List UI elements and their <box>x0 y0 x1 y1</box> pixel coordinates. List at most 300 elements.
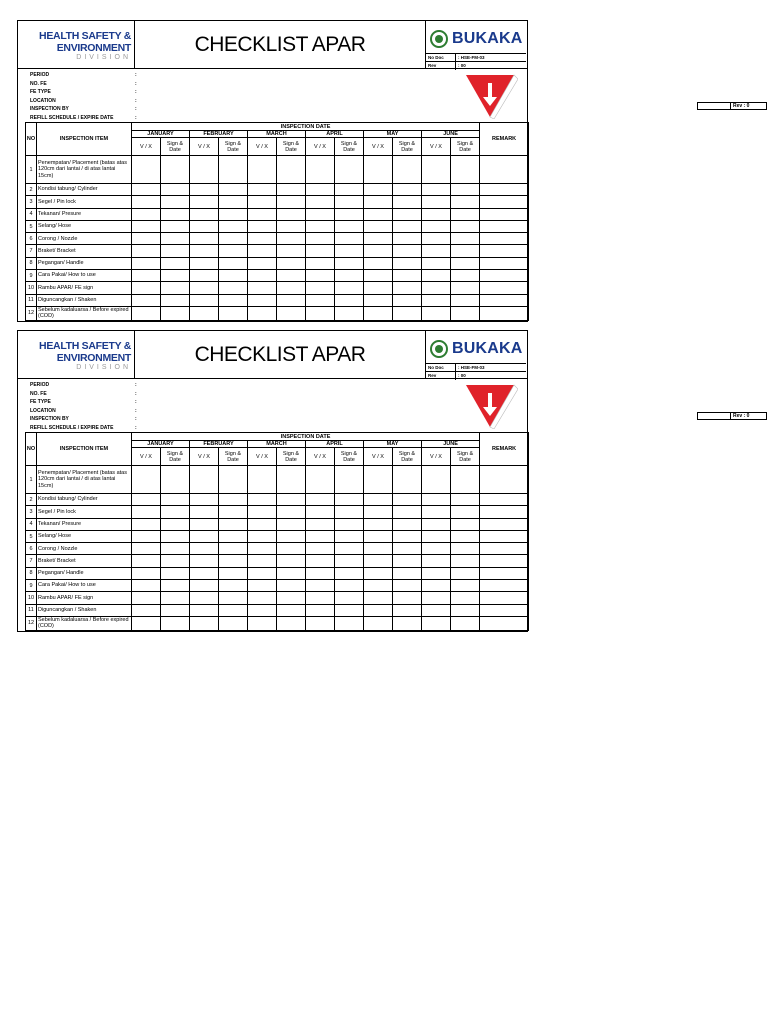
vx-cell[interactable] <box>422 245 451 257</box>
vx-cell[interactable] <box>306 592 335 604</box>
vx-cell[interactable] <box>190 543 219 555</box>
sign-date-cell[interactable] <box>393 306 422 320</box>
sign-date-cell[interactable] <box>335 543 364 555</box>
vx-cell[interactable] <box>132 306 161 320</box>
vx-cell[interactable] <box>422 494 451 506</box>
sign-date-cell[interactable] <box>393 245 422 257</box>
sign-date-cell[interactable] <box>335 494 364 506</box>
vx-cell[interactable] <box>190 294 219 306</box>
vx-cell[interactable] <box>248 506 277 518</box>
vx-cell[interactable] <box>132 518 161 530</box>
sign-date-cell[interactable] <box>277 245 306 257</box>
sign-date-cell[interactable] <box>219 567 248 579</box>
vx-cell[interactable] <box>132 156 161 184</box>
sign-date-cell[interactable] <box>161 257 190 269</box>
remark-cell[interactable] <box>480 580 529 592</box>
sign-date-cell[interactable] <box>451 494 480 506</box>
vx-cell[interactable] <box>306 518 335 530</box>
vx-cell[interactable] <box>132 616 161 630</box>
sign-date-cell[interactable] <box>335 530 364 542</box>
vx-cell[interactable] <box>190 530 219 542</box>
vx-cell[interactable] <box>190 257 219 269</box>
sign-date-cell[interactable] <box>451 616 480 630</box>
sign-date-cell[interactable] <box>393 282 422 294</box>
vx-cell[interactable] <box>248 184 277 196</box>
remark-cell[interactable] <box>480 506 529 518</box>
sign-date-cell[interactable] <box>451 156 480 184</box>
sign-date-cell[interactable] <box>277 616 306 630</box>
sign-date-cell[interactable] <box>277 555 306 567</box>
vx-cell[interactable] <box>364 555 393 567</box>
remark-cell[interactable] <box>480 518 529 530</box>
sign-date-cell[interactable] <box>335 257 364 269</box>
sign-date-cell[interactable] <box>277 466 306 494</box>
sign-date-cell[interactable] <box>277 506 306 518</box>
vx-cell[interactable] <box>364 257 393 269</box>
vx-cell[interactable] <box>364 306 393 320</box>
sign-date-cell[interactable] <box>219 156 248 184</box>
vx-cell[interactable] <box>190 580 219 592</box>
sign-date-cell[interactable] <box>219 604 248 616</box>
remark-cell[interactable] <box>480 156 529 184</box>
vx-cell[interactable] <box>364 196 393 208</box>
vx-cell[interactable] <box>190 184 219 196</box>
sign-date-cell[interactable] <box>219 233 248 245</box>
sign-date-cell[interactable] <box>219 616 248 630</box>
sign-date-cell[interactable] <box>335 580 364 592</box>
vx-cell[interactable] <box>132 466 161 494</box>
vx-cell[interactable] <box>190 567 219 579</box>
vx-cell[interactable] <box>132 196 161 208</box>
vx-cell[interactable] <box>306 233 335 245</box>
vx-cell[interactable] <box>190 270 219 282</box>
vx-cell[interactable] <box>364 270 393 282</box>
sign-date-cell[interactable] <box>393 294 422 306</box>
sign-date-cell[interactable] <box>393 233 422 245</box>
vx-cell[interactable] <box>422 543 451 555</box>
sign-date-cell[interactable] <box>219 555 248 567</box>
vx-cell[interactable] <box>306 156 335 184</box>
vx-cell[interactable] <box>364 616 393 630</box>
sign-date-cell[interactable] <box>393 616 422 630</box>
sign-date-cell[interactable] <box>219 592 248 604</box>
sign-date-cell[interactable] <box>393 208 422 220</box>
sign-date-cell[interactable] <box>451 306 480 320</box>
sign-date-cell[interactable] <box>219 530 248 542</box>
vx-cell[interactable] <box>422 220 451 232</box>
remark-cell[interactable] <box>480 257 529 269</box>
sign-date-cell[interactable] <box>335 518 364 530</box>
vx-cell[interactable] <box>248 555 277 567</box>
sign-date-cell[interactable] <box>219 245 248 257</box>
vx-cell[interactable] <box>190 306 219 320</box>
sign-date-cell[interactable] <box>219 580 248 592</box>
sign-date-cell[interactable] <box>335 466 364 494</box>
vx-cell[interactable] <box>306 257 335 269</box>
sign-date-cell[interactable] <box>277 184 306 196</box>
sign-date-cell[interactable] <box>277 257 306 269</box>
vx-cell[interactable] <box>364 184 393 196</box>
sign-date-cell[interactable] <box>277 294 306 306</box>
vx-cell[interactable] <box>422 208 451 220</box>
vx-cell[interactable] <box>132 567 161 579</box>
vx-cell[interactable] <box>364 530 393 542</box>
vx-cell[interactable] <box>422 518 451 530</box>
vx-cell[interactable] <box>248 257 277 269</box>
sign-date-cell[interactable] <box>219 257 248 269</box>
vx-cell[interactable] <box>132 604 161 616</box>
vx-cell[interactable] <box>132 294 161 306</box>
sign-date-cell[interactable] <box>219 220 248 232</box>
remark-cell[interactable] <box>480 466 529 494</box>
sign-date-cell[interactable] <box>393 494 422 506</box>
sign-date-cell[interactable] <box>451 208 480 220</box>
sign-date-cell[interactable] <box>451 466 480 494</box>
vx-cell[interactable] <box>422 530 451 542</box>
vx-cell[interactable] <box>248 208 277 220</box>
vx-cell[interactable] <box>422 156 451 184</box>
remark-cell[interactable] <box>480 616 529 630</box>
vx-cell[interactable] <box>190 592 219 604</box>
vx-cell[interactable] <box>422 466 451 494</box>
vx-cell[interactable] <box>306 282 335 294</box>
vx-cell[interactable] <box>306 580 335 592</box>
sign-date-cell[interactable] <box>277 156 306 184</box>
vx-cell[interactable] <box>306 196 335 208</box>
sign-date-cell[interactable] <box>393 156 422 184</box>
sign-date-cell[interactable] <box>161 604 190 616</box>
sign-date-cell[interactable] <box>335 220 364 232</box>
vx-cell[interactable] <box>132 506 161 518</box>
sign-date-cell[interactable] <box>335 196 364 208</box>
vx-cell[interactable] <box>248 270 277 282</box>
sign-date-cell[interactable] <box>451 245 480 257</box>
remark-cell[interactable] <box>480 543 529 555</box>
vx-cell[interactable] <box>190 518 219 530</box>
sign-date-cell[interactable] <box>161 466 190 494</box>
vx-cell[interactable] <box>422 604 451 616</box>
sign-date-cell[interactable] <box>393 220 422 232</box>
sign-date-cell[interactable] <box>335 208 364 220</box>
vx-cell[interactable] <box>132 555 161 567</box>
vx-cell[interactable] <box>306 220 335 232</box>
vx-cell[interactable] <box>132 233 161 245</box>
sign-date-cell[interactable] <box>451 518 480 530</box>
sign-date-cell[interactable] <box>161 294 190 306</box>
vx-cell[interactable] <box>422 592 451 604</box>
vx-cell[interactable] <box>190 604 219 616</box>
vx-cell[interactable] <box>248 494 277 506</box>
vx-cell[interactable] <box>248 156 277 184</box>
sign-date-cell[interactable] <box>161 555 190 567</box>
sign-date-cell[interactable] <box>393 592 422 604</box>
vx-cell[interactable] <box>306 494 335 506</box>
vx-cell[interactable] <box>364 233 393 245</box>
sign-date-cell[interactable] <box>161 282 190 294</box>
sign-date-cell[interactable] <box>393 604 422 616</box>
vx-cell[interactable] <box>306 543 335 555</box>
vx-cell[interactable] <box>190 506 219 518</box>
vx-cell[interactable] <box>364 282 393 294</box>
sign-date-cell[interactable] <box>393 555 422 567</box>
sign-date-cell[interactable] <box>451 604 480 616</box>
remark-cell[interactable] <box>480 604 529 616</box>
vx-cell[interactable] <box>132 220 161 232</box>
vx-cell[interactable] <box>306 506 335 518</box>
vx-cell[interactable] <box>190 282 219 294</box>
sign-date-cell[interactable] <box>451 543 480 555</box>
sign-date-cell[interactable] <box>335 245 364 257</box>
remark-cell[interactable] <box>480 245 529 257</box>
vx-cell[interactable] <box>190 156 219 184</box>
sign-date-cell[interactable] <box>335 604 364 616</box>
sign-date-cell[interactable] <box>219 208 248 220</box>
vx-cell[interactable] <box>422 196 451 208</box>
remark-cell[interactable] <box>480 282 529 294</box>
sign-date-cell[interactable] <box>335 294 364 306</box>
sign-date-cell[interactable] <box>393 184 422 196</box>
sign-date-cell[interactable] <box>451 506 480 518</box>
vx-cell[interactable] <box>364 494 393 506</box>
vx-cell[interactable] <box>422 184 451 196</box>
vx-cell[interactable] <box>422 306 451 320</box>
sign-date-cell[interactable] <box>393 466 422 494</box>
sign-date-cell[interactable] <box>277 543 306 555</box>
vx-cell[interactable] <box>364 466 393 494</box>
vx-cell[interactable] <box>422 580 451 592</box>
vx-cell[interactable] <box>248 543 277 555</box>
vx-cell[interactable] <box>248 592 277 604</box>
sign-date-cell[interactable] <box>393 270 422 282</box>
sign-date-cell[interactable] <box>219 270 248 282</box>
sign-date-cell[interactable] <box>277 604 306 616</box>
vx-cell[interactable] <box>364 592 393 604</box>
sign-date-cell[interactable] <box>451 270 480 282</box>
vx-cell[interactable] <box>248 567 277 579</box>
vx-cell[interactable] <box>364 543 393 555</box>
vx-cell[interactable] <box>422 294 451 306</box>
vx-cell[interactable] <box>306 208 335 220</box>
sign-date-cell[interactable] <box>219 306 248 320</box>
sign-date-cell[interactable] <box>393 567 422 579</box>
vx-cell[interactable] <box>422 270 451 282</box>
vx-cell[interactable] <box>364 156 393 184</box>
sign-date-cell[interactable] <box>219 506 248 518</box>
vx-cell[interactable] <box>248 245 277 257</box>
sign-date-cell[interactable] <box>335 306 364 320</box>
vx-cell[interactable] <box>190 220 219 232</box>
sign-date-cell[interactable] <box>393 518 422 530</box>
remark-cell[interactable] <box>480 233 529 245</box>
vx-cell[interactable] <box>190 245 219 257</box>
vx-cell[interactable] <box>364 208 393 220</box>
sign-date-cell[interactable] <box>161 306 190 320</box>
vx-cell[interactable] <box>190 233 219 245</box>
sign-date-cell[interactable] <box>219 518 248 530</box>
sign-date-cell[interactable] <box>219 494 248 506</box>
vx-cell[interactable] <box>248 196 277 208</box>
sign-date-cell[interactable] <box>335 616 364 630</box>
sign-date-cell[interactable] <box>335 506 364 518</box>
vx-cell[interactable] <box>190 208 219 220</box>
vx-cell[interactable] <box>132 543 161 555</box>
vx-cell[interactable] <box>364 580 393 592</box>
vx-cell[interactable] <box>306 245 335 257</box>
vx-cell[interactable] <box>248 294 277 306</box>
vx-cell[interactable] <box>248 616 277 630</box>
sign-date-cell[interactable] <box>219 282 248 294</box>
sign-date-cell[interactable] <box>161 616 190 630</box>
sign-date-cell[interactable] <box>277 530 306 542</box>
vx-cell[interactable] <box>248 306 277 320</box>
sign-date-cell[interactable] <box>277 282 306 294</box>
vx-cell[interactable] <box>422 616 451 630</box>
vx-cell[interactable] <box>132 245 161 257</box>
sign-date-cell[interactable] <box>393 580 422 592</box>
vx-cell[interactable] <box>190 494 219 506</box>
sign-date-cell[interactable] <box>277 580 306 592</box>
sign-date-cell[interactable] <box>277 233 306 245</box>
sign-date-cell[interactable] <box>393 530 422 542</box>
vx-cell[interactable] <box>422 282 451 294</box>
sign-date-cell[interactable] <box>451 555 480 567</box>
vx-cell[interactable] <box>306 616 335 630</box>
sign-date-cell[interactable] <box>335 184 364 196</box>
sign-date-cell[interactable] <box>393 196 422 208</box>
vx-cell[interactable] <box>364 604 393 616</box>
sign-date-cell[interactable] <box>451 233 480 245</box>
sign-date-cell[interactable] <box>451 567 480 579</box>
sign-date-cell[interactable] <box>277 270 306 282</box>
sign-date-cell[interactable] <box>161 208 190 220</box>
vx-cell[interactable] <box>306 466 335 494</box>
vx-cell[interactable] <box>422 257 451 269</box>
sign-date-cell[interactable] <box>161 245 190 257</box>
vx-cell[interactable] <box>248 233 277 245</box>
sign-date-cell[interactable] <box>277 494 306 506</box>
remark-cell[interactable] <box>480 530 529 542</box>
sign-date-cell[interactable] <box>161 184 190 196</box>
sign-date-cell[interactable] <box>451 282 480 294</box>
sign-date-cell[interactable] <box>219 196 248 208</box>
sign-date-cell[interactable] <box>451 184 480 196</box>
vx-cell[interactable] <box>132 208 161 220</box>
vx-cell[interactable] <box>190 466 219 494</box>
sign-date-cell[interactable] <box>219 466 248 494</box>
vx-cell[interactable] <box>132 270 161 282</box>
sign-date-cell[interactable] <box>393 506 422 518</box>
sign-date-cell[interactable] <box>335 156 364 184</box>
sign-date-cell[interactable] <box>277 592 306 604</box>
vx-cell[interactable] <box>190 555 219 567</box>
vx-cell[interactable] <box>132 580 161 592</box>
vx-cell[interactable] <box>306 306 335 320</box>
sign-date-cell[interactable] <box>161 530 190 542</box>
vx-cell[interactable] <box>132 592 161 604</box>
remark-cell[interactable] <box>480 306 529 320</box>
vx-cell[interactable] <box>248 604 277 616</box>
sign-date-cell[interactable] <box>451 196 480 208</box>
sign-date-cell[interactable] <box>335 270 364 282</box>
sign-date-cell[interactable] <box>161 580 190 592</box>
sign-date-cell[interactable] <box>277 196 306 208</box>
vx-cell[interactable] <box>132 257 161 269</box>
remark-cell[interactable] <box>480 184 529 196</box>
remark-cell[interactable] <box>480 294 529 306</box>
remark-cell[interactable] <box>480 567 529 579</box>
vx-cell[interactable] <box>190 616 219 630</box>
vx-cell[interactable] <box>364 506 393 518</box>
sign-date-cell[interactable] <box>393 543 422 555</box>
sign-date-cell[interactable] <box>161 233 190 245</box>
sign-date-cell[interactable] <box>161 494 190 506</box>
sign-date-cell[interactable] <box>277 518 306 530</box>
vx-cell[interactable] <box>364 518 393 530</box>
vx-cell[interactable] <box>422 555 451 567</box>
sign-date-cell[interactable] <box>161 567 190 579</box>
sign-date-cell[interactable] <box>161 196 190 208</box>
remark-cell[interactable] <box>480 494 529 506</box>
vx-cell[interactable] <box>364 220 393 232</box>
remark-cell[interactable] <box>480 555 529 567</box>
vx-cell[interactable] <box>248 220 277 232</box>
vx-cell[interactable] <box>132 530 161 542</box>
sign-date-cell[interactable] <box>277 567 306 579</box>
sign-date-cell[interactable] <box>161 270 190 282</box>
sign-date-cell[interactable] <box>335 282 364 294</box>
vx-cell[interactable] <box>306 294 335 306</box>
vx-cell[interactable] <box>306 567 335 579</box>
sign-date-cell[interactable] <box>219 543 248 555</box>
vx-cell[interactable] <box>248 580 277 592</box>
sign-date-cell[interactable] <box>161 506 190 518</box>
vx-cell[interactable] <box>248 530 277 542</box>
remark-cell[interactable] <box>480 208 529 220</box>
sign-date-cell[interactable] <box>277 306 306 320</box>
vx-cell[interactable] <box>306 530 335 542</box>
sign-date-cell[interactable] <box>335 233 364 245</box>
sign-date-cell[interactable] <box>277 208 306 220</box>
sign-date-cell[interactable] <box>335 567 364 579</box>
sign-date-cell[interactable] <box>219 184 248 196</box>
sign-date-cell[interactable] <box>161 592 190 604</box>
sign-date-cell[interactable] <box>335 555 364 567</box>
vx-cell[interactable] <box>248 466 277 494</box>
sign-date-cell[interactable] <box>219 294 248 306</box>
sign-date-cell[interactable] <box>161 220 190 232</box>
sign-date-cell[interactable] <box>451 220 480 232</box>
remark-cell[interactable] <box>480 196 529 208</box>
remark-cell[interactable] <box>480 220 529 232</box>
sign-date-cell[interactable] <box>161 543 190 555</box>
vx-cell[interactable] <box>190 196 219 208</box>
vx-cell[interactable] <box>422 567 451 579</box>
vx-cell[interactable] <box>132 494 161 506</box>
sign-date-cell[interactable] <box>451 592 480 604</box>
vx-cell[interactable] <box>306 604 335 616</box>
sign-date-cell[interactable] <box>451 257 480 269</box>
sign-date-cell[interactable] <box>277 220 306 232</box>
vx-cell[interactable] <box>306 555 335 567</box>
sign-date-cell[interactable] <box>393 257 422 269</box>
vx-cell[interactable] <box>306 184 335 196</box>
sign-date-cell[interactable] <box>161 518 190 530</box>
vx-cell[interactable] <box>306 270 335 282</box>
vx-cell[interactable] <box>422 233 451 245</box>
vx-cell[interactable] <box>132 184 161 196</box>
vx-cell[interactable] <box>364 567 393 579</box>
remark-cell[interactable] <box>480 592 529 604</box>
